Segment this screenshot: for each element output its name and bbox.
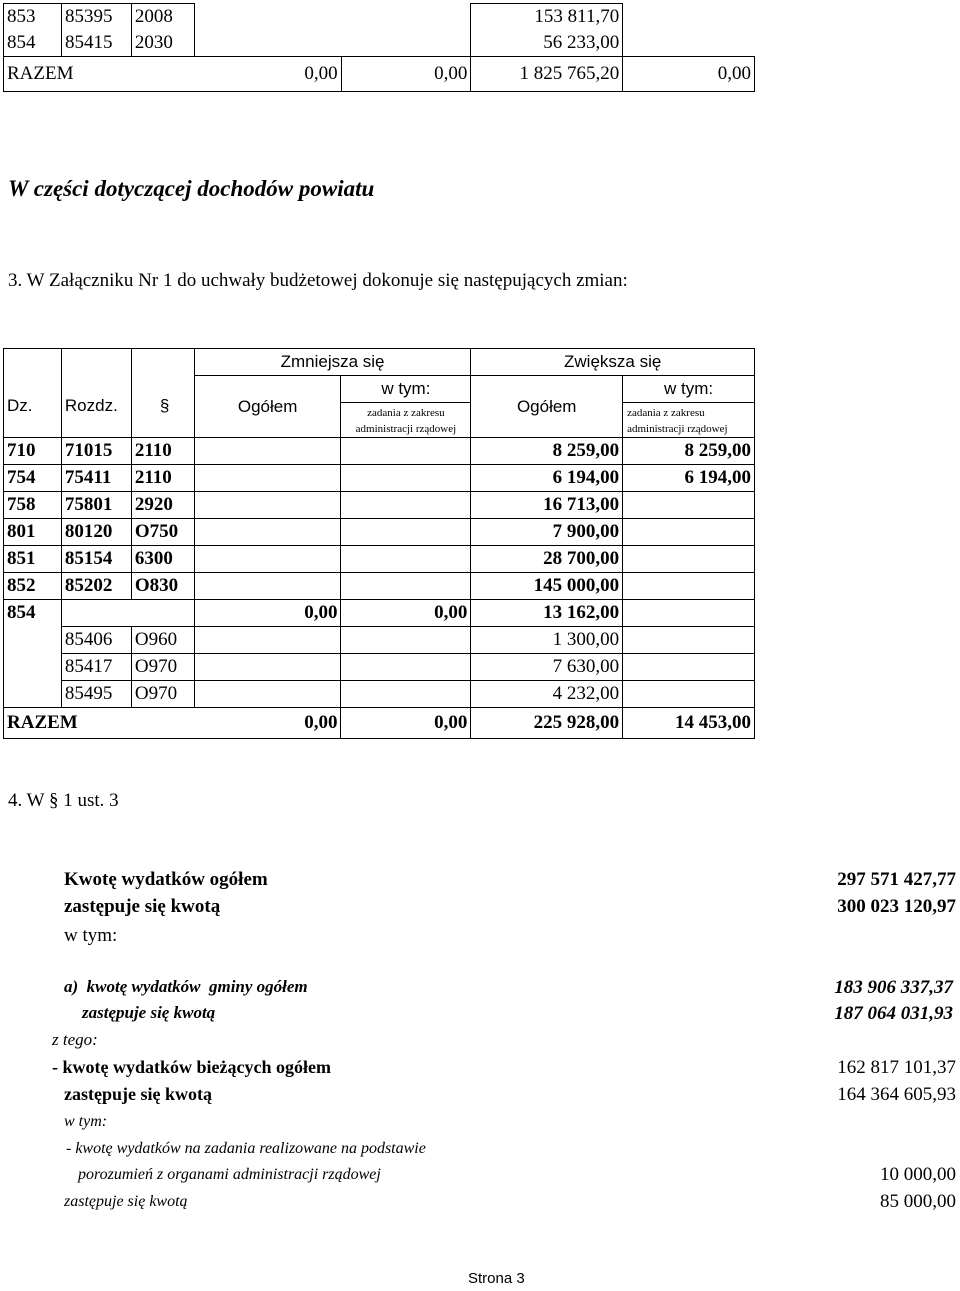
page-footer: Strona 3 (468, 1270, 525, 1287)
replace-label: zastępuje się kwotą (64, 896, 221, 917)
table-row (4, 681, 755, 708)
cell-empty (341, 30, 471, 57)
total-expenses-label: Kwotę wydatków ogółem (64, 869, 268, 890)
header-zadania-line1: zadania z zakresu (627, 407, 705, 419)
cell-decrease-total (194, 492, 341, 519)
cell-rozdz: 80120 (61, 519, 131, 546)
cell-increase-admin (623, 681, 755, 708)
header-zadania-line1: zadania z zakresu (367, 407, 445, 419)
header-w-tym-cell (623, 376, 755, 438)
current-expenses-label: - kwotę wydatków bieżących ogółem (52, 1057, 331, 1077)
cell-empty (623, 4, 755, 31)
cell-decrease-admin (341, 465, 471, 492)
cell-increase-total: 145 000,00 (471, 573, 623, 600)
current-expenses-value: 162 817 101,37 (837, 1057, 956, 1078)
cell-decrease-total (194, 438, 341, 465)
header-w-tym-cell (341, 376, 471, 438)
header-rozdz: Rozdz. (61, 376, 131, 438)
razem-label: RAZEM (4, 708, 195, 739)
table-row (4, 600, 755, 627)
cell-decrease-total: 0,00 (194, 600, 341, 627)
cell-par: 2110 (131, 438, 194, 465)
razem-label: RAZEM (4, 57, 195, 92)
header-row (4, 376, 755, 438)
razem-value: 0,00 (623, 57, 755, 92)
table-row (4, 627, 755, 654)
cell-decrease-admin (341, 492, 471, 519)
cell-increase-total: 8 259,00 (471, 438, 623, 465)
admin-tasks-value: 10 000,00 (880, 1164, 956, 1185)
table-row (4, 519, 755, 546)
cell-rozdz (61, 600, 194, 627)
razem-row (4, 708, 755, 739)
cell-increase-admin (623, 600, 755, 627)
cell-dz: 758 (4, 492, 62, 519)
razem-row (4, 57, 755, 92)
cell-decrease-admin (341, 546, 471, 573)
header-dz: Dz. (4, 376, 62, 438)
w-tym-label: w tym: (64, 925, 118, 946)
table-row (4, 438, 755, 465)
gmina-replace-label: zastępuje się kwotą (82, 1003, 216, 1022)
cell-increase-total: 28 700,00 (471, 546, 623, 573)
replace-value: 300 023 120,97 (837, 896, 956, 917)
top-table (3, 3, 755, 92)
cell-increase-admin (623, 546, 755, 573)
cell-increase-admin (623, 573, 755, 600)
header-w-tym: w tym: (623, 376, 754, 403)
cell-par: O960 (131, 627, 194, 654)
razem-decrease-admin: 0,00 (341, 708, 471, 739)
cell-decrease-admin (341, 573, 471, 600)
table-row (4, 492, 755, 519)
cell-increase-total: 4 232,00 (471, 681, 623, 708)
admin-tasks-replace-value: 85 000,00 (880, 1191, 956, 1212)
cell-increase-admin: 8 259,00 (623, 438, 755, 465)
z-tego-label: z tego: (52, 1030, 98, 1049)
cell-increase-total: 6 194,00 (471, 465, 623, 492)
cell-rozdz: 85154 (61, 546, 131, 573)
cell-dz (4, 627, 62, 654)
header-zadania-line2: administracji rządowej (627, 423, 728, 435)
cell-par: O750 (131, 519, 194, 546)
cell-increase-admin (623, 492, 755, 519)
cell-decrease-admin (341, 519, 471, 546)
cell-rozdz: 85417 (61, 654, 131, 681)
section-title: W części dotyczącej dochodów powiatu (8, 176, 375, 201)
point-4-heading: 4. W § 1 ust. 3 (8, 790, 119, 811)
razem-value: 0,00 (341, 57, 471, 92)
cell-increase-total: 16 713,00 (471, 492, 623, 519)
cell-rozdz: 85395 (61, 4, 131, 31)
gmina-expenses-label: a) kwotę wydatków gminy ogółem (64, 977, 308, 996)
cell-rozdz: 75411 (61, 465, 131, 492)
cell-decrease-total (194, 627, 341, 654)
cell-increase-admin (623, 519, 755, 546)
cell-dz: 853 (4, 4, 62, 31)
cell-decrease-total (194, 654, 341, 681)
cell-empty (194, 30, 341, 57)
cell-decrease-total (194, 519, 341, 546)
cell-decrease-admin (341, 654, 471, 681)
razem-decrease-total: 0,00 (194, 708, 341, 739)
cell-rozdz: 85495 (61, 681, 131, 708)
cell-rozdz: 85415 (61, 30, 131, 57)
cell-dz: 801 (4, 519, 62, 546)
razem-increase-admin: 14 453,00 (623, 708, 755, 739)
header-decrease: Zmniejsza się (194, 349, 471, 376)
cell-par: O830 (131, 573, 194, 600)
cell-par: 6300 (131, 546, 194, 573)
cell-dz: 754 (4, 465, 62, 492)
cell-par: O970 (131, 654, 194, 681)
main-table (3, 348, 755, 739)
cell-dz: 854 (4, 30, 62, 57)
cell-decrease-total (194, 465, 341, 492)
header-ogolem: Ogółem (194, 376, 341, 438)
table-row (4, 654, 755, 681)
current-replace-label: zastępuje się kwotą (64, 1084, 212, 1104)
cell-dz: 852 (4, 573, 62, 600)
cell-decrease-admin (341, 681, 471, 708)
header-zadania-line2: administracji rządowej (355, 423, 457, 435)
admin-tasks-label-line2: porozumień z organami administracji rządowej (78, 1166, 381, 1183)
current-replace-value: 164 364 605,93 (837, 1084, 956, 1105)
gmina-expenses-value: 183 906 337,37 (834, 977, 953, 998)
cell-dz: 854 (4, 600, 62, 627)
cell-dz (4, 654, 62, 681)
header-cell (4, 349, 62, 376)
cell-empty (341, 4, 471, 31)
cell-par: 2110 (131, 465, 194, 492)
cell-rozdz: 75801 (61, 492, 131, 519)
cell-increase-total: 1 300,00 (471, 627, 623, 654)
header-row (4, 349, 755, 376)
cell-decrease-total (194, 546, 341, 573)
cell-empty (623, 30, 755, 57)
table-row (4, 546, 755, 573)
admin-tasks-label-line1: - kwotę wydatków na zadania realizowane na podstawie (66, 1140, 426, 1157)
header-cell (61, 349, 131, 376)
cell-rozdz: 71015 (61, 438, 131, 465)
header-w-tym: w tym: (341, 376, 470, 403)
header-increase: Zwiększa się (471, 349, 755, 376)
cell-decrease-admin (341, 438, 471, 465)
razem-value: 0,00 (194, 57, 341, 92)
cell-empty (194, 4, 341, 31)
cell-par: 2920 (131, 492, 194, 519)
cell-increase-total: 7 900,00 (471, 519, 623, 546)
cell-rozdz: 85406 (61, 627, 131, 654)
razem-value: 1 825 765,20 (471, 57, 623, 92)
cell-value: 56 233,00 (471, 30, 623, 57)
cell-decrease-admin: 0,00 (341, 600, 471, 627)
header-cell (131, 349, 194, 376)
intro-text: 3. W Załączniku Nr 1 do uchwały budżetowej dokonuje się następujących zmian: (8, 270, 628, 291)
cell-dz: 710 (4, 438, 62, 465)
cell-rozdz: 85202 (61, 573, 131, 600)
w-tym-label-2: w tym: (64, 1113, 108, 1130)
table-row (4, 465, 755, 492)
admin-tasks-replace-label: zastępuje się kwotą (64, 1193, 188, 1210)
header-paragraph: § (131, 376, 194, 438)
cell-value: 153 811,70 (471, 4, 623, 31)
cell-increase-total: 13 162,00 (471, 600, 623, 627)
cell-dz (4, 681, 62, 708)
table-row (4, 30, 755, 57)
cell-dz: 851 (4, 546, 62, 573)
gmina-replace-value: 187 064 031,93 (834, 1003, 953, 1024)
cell-decrease-total (194, 573, 341, 600)
cell-decrease-admin (341, 627, 471, 654)
cell-par: O970 (131, 681, 194, 708)
table-row (4, 4, 755, 31)
header-ogolem: Ogółem (471, 376, 623, 438)
total-expenses-value: 297 571 427,77 (837, 869, 956, 890)
cell-par: 2030 (131, 30, 194, 57)
cell-decrease-total (194, 681, 341, 708)
cell-increase-admin: 6 194,00 (623, 465, 755, 492)
cell-increase-admin (623, 627, 755, 654)
cell-par: 2008 (131, 4, 194, 31)
cell-increase-admin (623, 654, 755, 681)
table-row (4, 573, 755, 600)
razem-increase-total: 225 928,00 (471, 708, 623, 739)
cell-increase-total: 7 630,00 (471, 654, 623, 681)
